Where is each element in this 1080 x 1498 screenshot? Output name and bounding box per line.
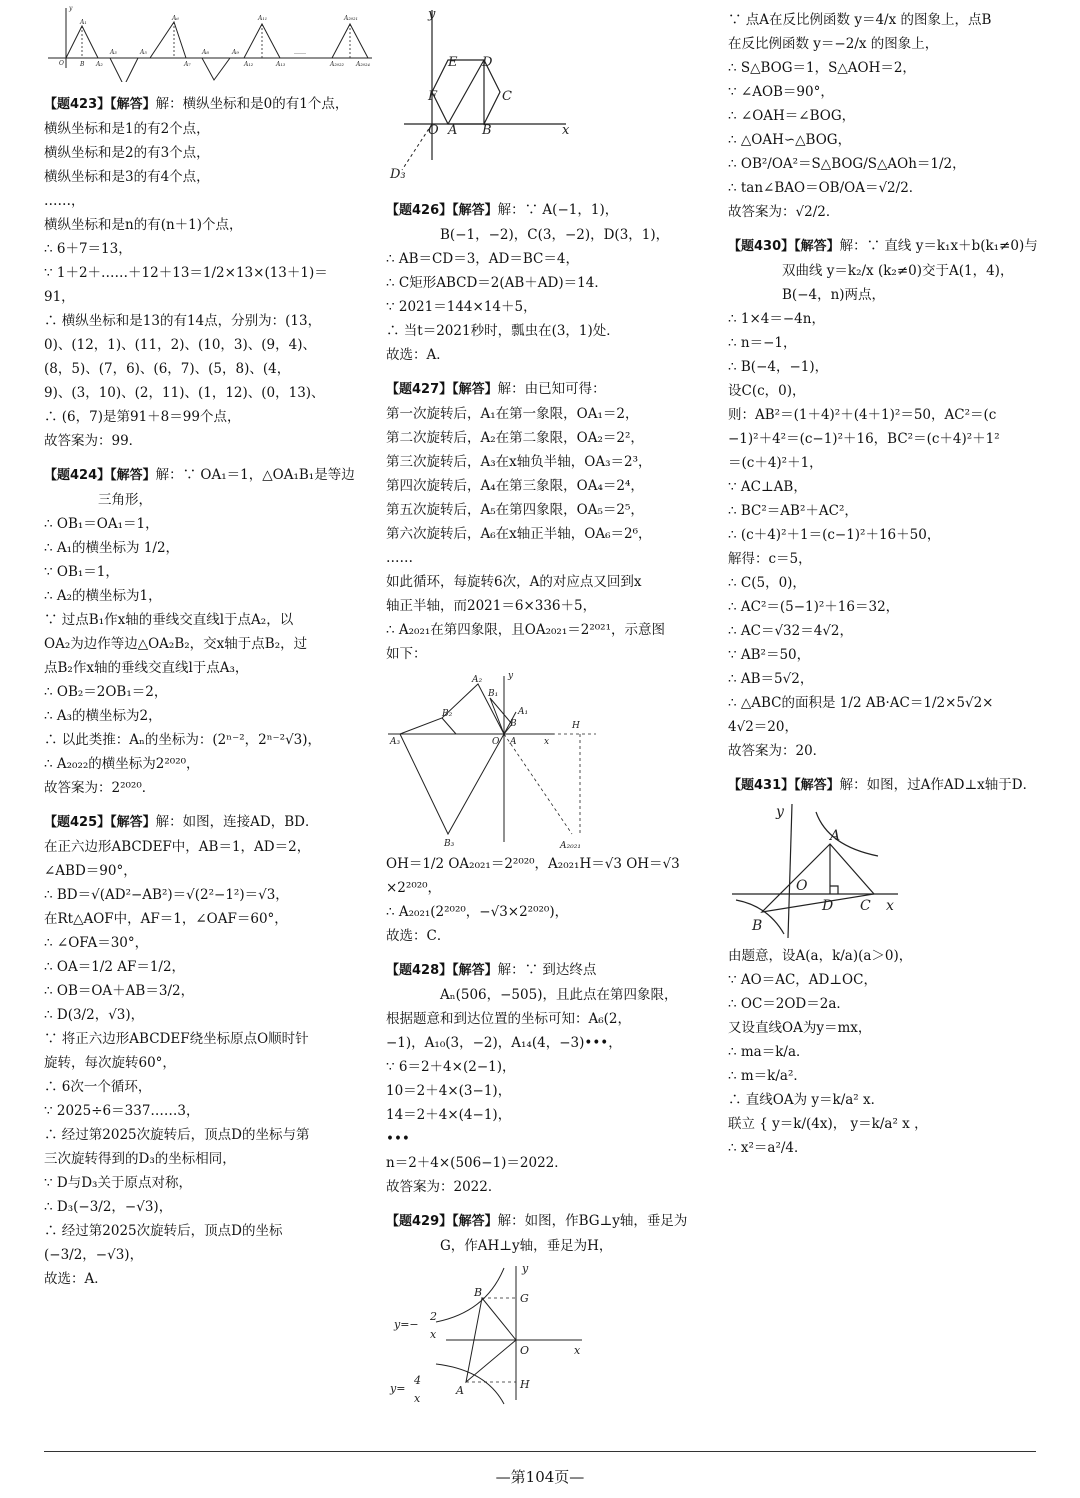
text-line: 故答案为：20． bbox=[728, 743, 827, 759]
text-line: ∴ OC＝2OD＝2a． bbox=[728, 996, 850, 1012]
problem-423-body bbox=[44, 117, 356, 453]
fig429-label-y: y bbox=[522, 1262, 529, 1275]
column-3 bbox=[728, 0, 1040, 1160]
text-line: ∴ OB²/OA²＝S△BOG/S△AOh＝1/2， bbox=[728, 156, 966, 172]
fig429-label-eq1-den: x bbox=[430, 1328, 437, 1341]
fig427-label-y: y bbox=[508, 671, 514, 681]
fig429-label-o: O bbox=[520, 1344, 530, 1357]
fig423-label-a3: A₃ bbox=[110, 49, 117, 56]
text-line: ∴ AB＝5√2， bbox=[728, 671, 814, 687]
fig423-label-a11: A₁₁ bbox=[258, 15, 268, 22]
problem-426 bbox=[386, 198, 698, 367]
fig423-label-a1: A₁ bbox=[80, 19, 87, 26]
text-line: ∴ OB＝OA＋AB＝3/2， bbox=[44, 983, 195, 999]
problem-427-body-after bbox=[386, 852, 698, 948]
fig431-label-y: y bbox=[776, 804, 784, 820]
text-line: ∴ 6次一个循环， bbox=[44, 1079, 152, 1095]
figure-429-hyperbolas bbox=[386, 1258, 698, 1408]
problem-425-body bbox=[44, 835, 356, 1291]
figure-427-svg bbox=[386, 666, 698, 852]
text-line: ∴ 横纵坐标和是13的有14点，分别为：(13， bbox=[44, 313, 322, 329]
text-line: 横纵坐标和是2的有3个点， bbox=[44, 145, 210, 161]
text-line: 横纵坐标和是1的有2个点， bbox=[44, 121, 210, 137]
text-line: 故答案为：2²⁰²⁰． bbox=[44, 780, 156, 796]
figure-427-rotation bbox=[386, 666, 698, 852]
text-line: 根据题意和到达位置的坐标可知：A₆(2， bbox=[386, 1011, 632, 1027]
fig427-label-b2: B₂ bbox=[442, 709, 453, 719]
text-line: ∵ 1＋2＋……＋12＋13＝1/2×13×(13＋1)＝ bbox=[44, 265, 328, 281]
text-line: 设C(c，0)， bbox=[728, 383, 806, 399]
text-line: ∴ D(3/2，√3)， bbox=[44, 1007, 145, 1023]
fig429-label-eq1: y=− bbox=[394, 1318, 419, 1331]
figure-423-zigzag bbox=[44, 0, 370, 82]
fig423-label-a2021: A₂₀₂₁ bbox=[344, 15, 358, 22]
text-line: 在正六边形ABCDEF中，AB＝1，AD＝2， bbox=[44, 839, 311, 855]
fig423-label-a2024: A₂₀₂₄ bbox=[356, 61, 370, 68]
text-line: ∴ B(−4，−1)， bbox=[728, 359, 829, 375]
text-line: 在Rt△AOF中，AF＝1，∠OAF＝60°， bbox=[44, 911, 288, 927]
text-line: ∴ 以此类推：Aₙ的坐标为：(2ⁿ⁻²，2ⁿ⁻²√3)， bbox=[44, 732, 322, 748]
text-line: ∴ C矩形ABCD＝2(AB＋AD)＝14． bbox=[386, 275, 608, 291]
problem-424-head-text: 解：∵ OA₁＝1，△OA₁B₁是等边三角形， bbox=[98, 467, 355, 508]
fig429-label-eq2-num: 4 bbox=[414, 1374, 421, 1387]
fig423-ellipsis: …… bbox=[294, 49, 306, 56]
problem-425-head-text: 解：如图，连接AD，BD． bbox=[155, 814, 319, 830]
problem-423-tag: 【题423】【解答】 bbox=[44, 97, 156, 112]
fig431-label-a: A bbox=[830, 828, 841, 844]
column-1 bbox=[44, 0, 370, 1291]
page-number: —第104页— bbox=[495, 1468, 585, 1486]
text-line: OA₂为边作等边△OA₂B₂，交x轴于点B₂，过 bbox=[44, 636, 308, 652]
text-line: (−3/2，−√3)， bbox=[44, 1247, 144, 1263]
fig425-label-b: B bbox=[482, 123, 492, 138]
text-line: ∴ OB₂＝2OB₁＝2， bbox=[44, 684, 168, 700]
fig429-label-x: x bbox=[574, 1344, 581, 1357]
text-line: ∴ A₂₀₂₁在第四象限，且OA₂₀₂₁＝2²⁰²¹，示意图 bbox=[386, 622, 665, 638]
fig429-label-eq2: y= bbox=[390, 1382, 406, 1395]
problem-430-head-text: 解：∵ 直线 y＝k₁x＋b(k₁≠0)与双曲线 y＝k₂/x (k₂≠0)交于A(1，4)，B(−4，n)两点， bbox=[782, 238, 1038, 303]
text-line: ∴ C(5，0)， bbox=[728, 575, 806, 591]
fig423-label-y: y bbox=[69, 5, 73, 12]
problem-426-body bbox=[386, 247, 698, 367]
text-line: ∴ A₂₀₂₁(2²⁰²⁰，−√3×2²⁰²⁰)， bbox=[386, 904, 569, 920]
problem-429-continued bbox=[728, 0, 1040, 224]
fig425-label-x: x bbox=[562, 123, 570, 138]
text-line: ∴ ∠OAH＝∠BOG， bbox=[728, 108, 856, 124]
fig423-label-a5: A₅ bbox=[140, 49, 147, 56]
fig423-label-b: B bbox=[80, 61, 85, 68]
fig423-label-a12: A₁₂ bbox=[244, 61, 254, 68]
fig431-label-b: B bbox=[752, 918, 763, 934]
text-line: 在反比例函数 y＝−2/x 的图象上， bbox=[728, 36, 939, 52]
figure-423-svg bbox=[44, 0, 374, 82]
text-line: 如下： bbox=[386, 646, 427, 662]
text-line: ∵ OB₁＝1， bbox=[44, 564, 119, 580]
fig425-label-d: D bbox=[482, 55, 493, 70]
text-line: …… bbox=[386, 550, 413, 566]
text-line: ∵ 点A在反比例函数 y＝4/x 的图象上，点B bbox=[728, 12, 992, 28]
text-line: ∴ n＝−1， bbox=[728, 335, 797, 351]
fig425-label-e: E bbox=[448, 55, 458, 70]
problem-423 bbox=[44, 92, 356, 453]
text-line: 故答案为：√2/2． bbox=[728, 204, 840, 220]
problem-429-tag: 【题429】【解答】 bbox=[386, 1214, 498, 1229]
text-line: 横纵坐标和是3的有4个点， bbox=[44, 169, 210, 185]
figure-431-hyperbola bbox=[728, 798, 1040, 944]
problem-430-body bbox=[728, 307, 1040, 763]
text-line: 14＝2＋4×(4−1)， bbox=[386, 1107, 512, 1123]
text-line: ∴ 6＋7＝13， bbox=[44, 241, 132, 257]
text-line: 0)、(12，1)、(11，2)、(10，3)、(9，4)、 bbox=[44, 337, 316, 353]
problem-427-tag: 【题427】【解答】 bbox=[386, 382, 498, 397]
text-line: ∴ AC²＝(5−1)²＋16＝32， bbox=[728, 599, 900, 615]
problem-428-tag: 【题428】【解答】 bbox=[386, 963, 498, 978]
fig427-label-a2021: A₂₀₂₁ bbox=[560, 841, 581, 851]
text-line: ∵ AO＝AC，AD⊥OC， bbox=[728, 972, 877, 988]
text-line: ＝(c＋4)²＋1， bbox=[728, 455, 823, 471]
text-line: n＝2＋4×(506−1)＝2022． bbox=[386, 1155, 568, 1171]
text-line: (8，5)、(7，6)、(6，7)、(5，8)、(4， bbox=[44, 361, 291, 377]
text-line: ∴ (c＋4)²＋1＝(c−1)²＋16＋50， bbox=[728, 527, 941, 543]
fig423-label-a7: A₇ bbox=[184, 61, 191, 68]
problem-430 bbox=[728, 234, 1040, 763]
figure-429-svg bbox=[386, 1258, 698, 1408]
fig423-label-a9: A₉ bbox=[232, 49, 239, 56]
text-line: 又设直线OA为y＝mx， bbox=[728, 1020, 872, 1036]
text-line: 故答案为：2022． bbox=[386, 1179, 502, 1195]
text-line: 三次旋转得到的D₃的坐标相同， bbox=[44, 1151, 236, 1167]
text-line: OH＝1/2 OA₂₀₂₁＝2²⁰²⁰，A₂₀₂₁H＝√3 OH＝√3 bbox=[386, 856, 680, 872]
text-line: 联立 { y＝k/(4x)， y＝k/a² x ， bbox=[728, 1116, 928, 1132]
fig427-label-a2: A₂ bbox=[472, 675, 483, 685]
problem-425-tag: 【题425】【解答】 bbox=[44, 815, 156, 830]
text-line: ∴ ∠OFA＝30°， bbox=[44, 935, 149, 951]
fig431-label-x: x bbox=[886, 898, 894, 914]
text-line: ∴ AC＝√32＝4√2， bbox=[728, 623, 854, 639]
text-line: 第四次旋转后，A₄在第三象限，OA₄＝2⁴， bbox=[386, 478, 644, 494]
fig427-label-b3: B₃ bbox=[444, 839, 455, 849]
fig431-label-d: D bbox=[822, 898, 834, 914]
fig429-label-eq2-den: x bbox=[414, 1392, 421, 1405]
problem-426-head-text: 解：∵ A(−1，1)，B(−1，−2)，C(3，−2)，D(3，1)， bbox=[440, 202, 670, 243]
text-line: ……， bbox=[44, 193, 85, 209]
fig427-label-x: x bbox=[544, 737, 550, 747]
fig423-label-a2022: A₂₀₂₂ bbox=[330, 61, 344, 68]
text-line: 第六次旋转后，A₆在x轴正半轴，OA₆＝2⁶， bbox=[386, 526, 652, 542]
text-line: ∴ (6，7)是第91＋8＝99个点， bbox=[44, 409, 241, 425]
text-line: 第五次旋转后，A₅在第四象限，OA₅＝2⁵， bbox=[386, 502, 644, 518]
text-line: 旋转，每次旋转60°， bbox=[44, 1055, 176, 1071]
text-line: 第三次旋转后，A₃在x轴负半轴，OA₃＝2³， bbox=[386, 454, 652, 470]
fig427-label-h: H bbox=[572, 721, 580, 731]
text-line: ∴ 直线OA为 y＝k/a² x． bbox=[728, 1092, 885, 1108]
fig427-label-a3: A₃ bbox=[390, 737, 401, 747]
fig425-label-o: O bbox=[428, 123, 439, 138]
fig423-label-a8: A₈ bbox=[202, 49, 209, 56]
fig429-label-a: A bbox=[456, 1384, 464, 1397]
fig429-label-b: B bbox=[474, 1286, 483, 1299]
fig431-label-c: C bbox=[860, 898, 871, 914]
text-line: ∴ ma＝k/a． bbox=[728, 1044, 810, 1060]
text-line: ∵ 将正六边形ABCDEF绕坐标原点O顺时针 bbox=[44, 1031, 309, 1047]
text-line: 故选：C． bbox=[386, 928, 451, 944]
text-line: ∴ tan∠BAO＝OB/OA＝√2/2． bbox=[728, 180, 923, 196]
problem-425 bbox=[44, 810, 356, 1291]
text-line: 横纵坐标和是n的有(n＋1)个点， bbox=[44, 217, 243, 233]
text-line: ∴ D₃(−3/2，−√3)， bbox=[44, 1199, 173, 1215]
text-line: ∴ A₂的横坐标为1， bbox=[44, 588, 162, 604]
text-line: ∴ OA＝1/2 AF＝1/2， bbox=[44, 959, 186, 975]
problem-427-body bbox=[386, 402, 698, 666]
text-line: 第二次旋转后，A₂在第二象限，OA₂＝2²， bbox=[386, 430, 644, 446]
text-line: 10＝2＋4×(3−1)， bbox=[386, 1083, 512, 1099]
text-line: 91， bbox=[44, 289, 75, 305]
text-line: 解得：c＝5， bbox=[728, 551, 812, 567]
fig429-label-h: H bbox=[520, 1378, 530, 1391]
fig427-label-o: O bbox=[492, 737, 500, 747]
fig425-label-c: C bbox=[502, 89, 512, 104]
text-line: ∵ AB²＝50， bbox=[728, 647, 811, 663]
text-line: ∵ AC⊥AB， bbox=[728, 479, 807, 495]
text-line: ∴ OB₁＝OA₁＝1， bbox=[44, 516, 159, 532]
problem-427 bbox=[386, 377, 698, 948]
problem-428-head-text: 解：∵ 到达终点Aₙ(506，−505)，且此点在第四象限， bbox=[440, 962, 678, 1003]
problem-428 bbox=[386, 958, 698, 1199]
figure-431-svg bbox=[728, 798, 1040, 944]
problem-431-tag: 【题431】【解答】 bbox=[728, 778, 840, 793]
fig425-label-y: y bbox=[428, 7, 436, 22]
text-line: 故选：A． bbox=[386, 347, 450, 363]
text-line: −1)²＋4²＝(c−1)²＋16，BC²＝(c＋4)²＋1² bbox=[728, 431, 1000, 447]
text-line: ∵ ∠AOB＝90°， bbox=[728, 84, 834, 100]
problem-429-continued-body bbox=[728, 8, 1040, 224]
footer-rule bbox=[44, 1451, 1036, 1452]
figure-425-svg bbox=[386, 0, 698, 188]
text-line: ∴ △OAH∽△BOG， bbox=[728, 132, 852, 148]
problem-424-tag: 【题424】【解答】 bbox=[44, 468, 156, 483]
problem-429 bbox=[386, 1209, 698, 1408]
problem-428-body bbox=[386, 1007, 698, 1199]
problem-424 bbox=[44, 463, 356, 800]
fig427-label-b1: B₁ bbox=[488, 689, 499, 699]
fig425-label-a: A bbox=[448, 123, 458, 138]
fig423-label-a13: A₁₃ bbox=[276, 61, 286, 68]
text-line: ∴ BC²＝AB²＋AC²， bbox=[728, 503, 858, 519]
text-line: ∵ 6＝2＋4×(2−1)， bbox=[386, 1059, 516, 1075]
text-line: 第一次旋转后，A₁在第一象限，OA₁＝2， bbox=[386, 406, 639, 422]
text-line: ∴ x²＝a²/4． bbox=[728, 1140, 808, 1156]
text-line: ∴ A₃的横坐标为2， bbox=[44, 708, 162, 724]
text-line: ∴ AB＝CD＝3，AD＝BC＝4， bbox=[386, 251, 579, 267]
problem-429-head-text: 解：如图，作BG⊥y轴，垂足为G，作AH⊥y轴，垂足为H， bbox=[440, 1213, 688, 1254]
text-line: ••• bbox=[386, 1131, 410, 1147]
text-line: ∠ABD＝90°， bbox=[44, 863, 137, 879]
text-line: ∴ 经过第2025次旋转后，顶点D的坐标与第 bbox=[44, 1127, 310, 1143]
fig429-label-g: G bbox=[520, 1292, 529, 1305]
fig427-label-a1: A₁ bbox=[518, 707, 529, 717]
problem-424-body bbox=[44, 512, 356, 800]
fig431-label-o: O bbox=[796, 878, 808, 894]
text-line: 故答案为：99． bbox=[44, 433, 143, 449]
text-line: ×2²⁰²⁰， bbox=[386, 880, 442, 896]
text-line: 4√2＝20， bbox=[728, 719, 798, 735]
text-line: ∵ 2021＝144×14＋5， bbox=[386, 299, 537, 315]
text-line: −1)，A₁₀(3，−2)，A₁₄(4，−3)•••， bbox=[386, 1035, 622, 1051]
text-line: ∵ D与D₃关于原点对称， bbox=[44, 1175, 192, 1191]
text-line: ∴ 当t＝2021秒时，瓢虫在(3，1)处． bbox=[386, 323, 620, 339]
problem-423-head-text: 解：横纵坐标和是0的有1个点， bbox=[155, 96, 349, 112]
problem-431-head-text: 解：如图，过A作AD⊥x轴于D． bbox=[839, 777, 1037, 793]
figure-425-hexagon bbox=[386, 0, 698, 188]
text-line: 9)、(3，10)、(2，11)、(1，12)、(0，13)、 bbox=[44, 385, 325, 401]
text-line: ∴ S△BOG＝1，S△AOH＝2， bbox=[728, 60, 916, 76]
text-line: ∴ BD＝√(AD²−AB²)＝√(2²−1²)＝√3， bbox=[44, 887, 289, 903]
column-2 bbox=[386, 0, 698, 1408]
text-line: ∴ m＝k/a²． bbox=[728, 1068, 807, 1084]
text-line: ∴ △ABC的面积是 1/2 AB·AC＝1/2×5√2× bbox=[728, 695, 994, 711]
problem-431 bbox=[728, 773, 1040, 1160]
text-line: ∴ A₂₀₂₂的横坐标为2²⁰²⁰， bbox=[44, 756, 200, 772]
fig425-label-d3: D₃ bbox=[390, 167, 406, 182]
text-line: ∴ A₁的横坐标为 1/2， bbox=[44, 540, 180, 556]
text-line: ∴ 1×4＝−4n， bbox=[728, 311, 825, 327]
fig427-label-a: A bbox=[510, 737, 517, 747]
text-line: 点B₂作x轴的垂线交直线l于点A₃， bbox=[44, 660, 249, 676]
fig423-label-a2: A₂ bbox=[96, 61, 103, 68]
problem-431-body bbox=[728, 944, 1040, 1160]
fig425-label-f: F bbox=[428, 89, 438, 104]
text-line: 轴正半轴，而2021＝6×336＋5， bbox=[386, 598, 597, 614]
text-line: 由题意，设A(a，k/a)(a＞0)， bbox=[728, 948, 913, 964]
fig423-label-o: O bbox=[59, 60, 64, 67]
fig427-label-b: B bbox=[510, 719, 517, 729]
text-line: ∵ 2025÷6＝337……3， bbox=[44, 1103, 200, 1119]
text-line: 如此循环，每旋转6次，A的对应点又回到x bbox=[386, 574, 642, 590]
text-line: ∴ 经过第2025次旋转后，顶点D的坐标 bbox=[44, 1223, 283, 1239]
problem-426-tag: 【题426】【解答】 bbox=[386, 203, 498, 218]
fig423-label-a6: A₆ bbox=[172, 15, 179, 22]
text-line: ∵ 过点B₁作x轴的垂线交直线l于点A₂，以 bbox=[44, 612, 294, 628]
text-line: 则：AB²＝(1＋4)²＋(4＋1)²＝50，AC²＝(c bbox=[728, 407, 997, 423]
fig429-label-eq1-num: 2 bbox=[430, 1310, 437, 1323]
problem-430-tag: 【题430】【解答】 bbox=[728, 239, 840, 254]
problem-427-head-text: 解：由已知可得： bbox=[497, 381, 606, 397]
text-line: 故选：A． bbox=[44, 1271, 108, 1287]
